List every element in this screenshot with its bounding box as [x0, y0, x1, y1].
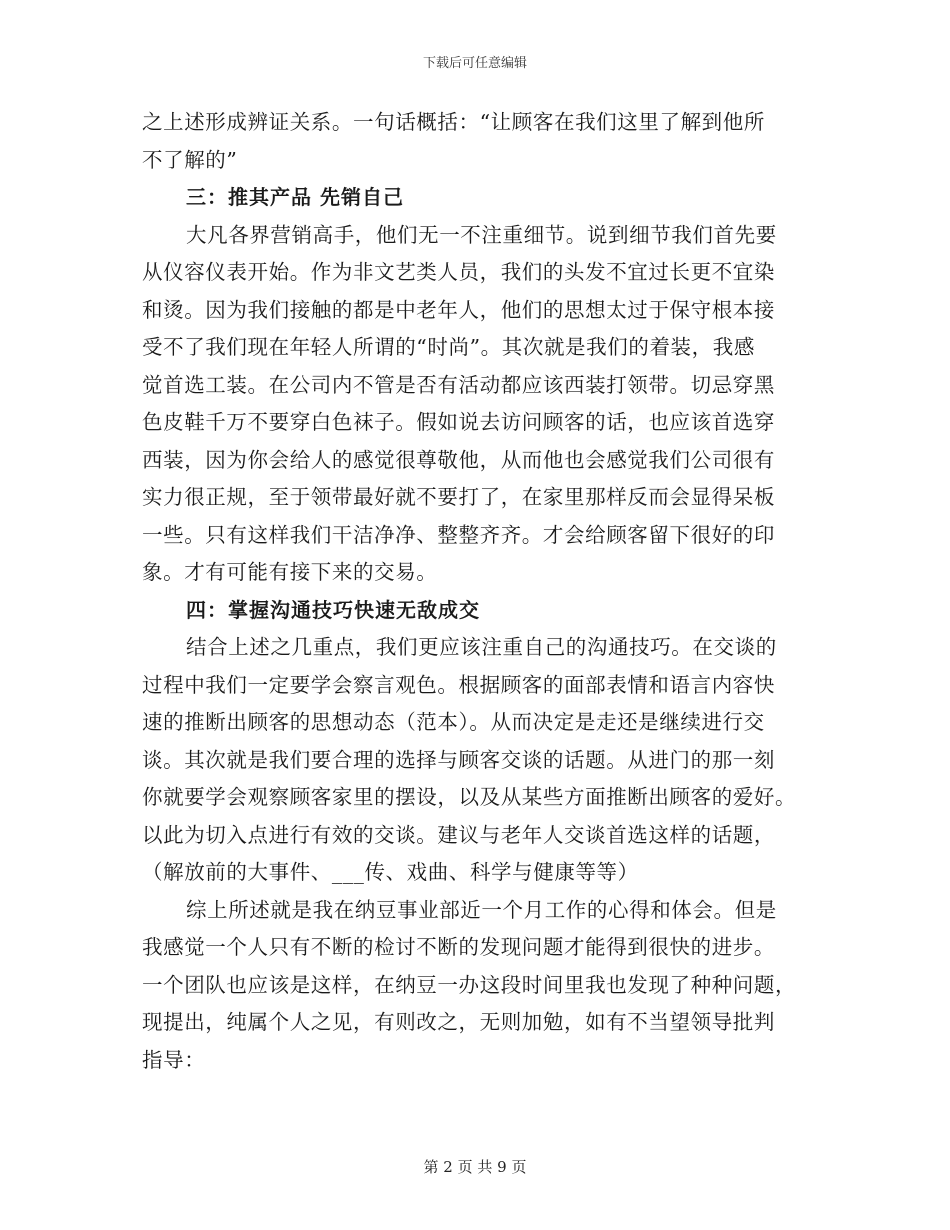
- body-line: 觉首选工装。在公司内不管是否有活动都应该西装打领带。切忌穿黑: [142, 372, 775, 397]
- page-header: 下载后可任意编辑: [422, 56, 527, 71]
- body-line: 过程中我们一定要学会察言观色。根据顾客的面部表情和语言内容快: [142, 672, 775, 697]
- body-line: 色皮鞋千万不要穿白色袜子。假如说去访问顾客的话，也应该首选穿: [142, 410, 775, 434]
- body-line: 象。才有可能有接下来的交易。: [142, 560, 438, 584]
- body-line: 结合上述之几重点，我们更应该注重自己的沟通技巧。在交谈的: [186, 635, 777, 659]
- body-line: 西装，因为你会给人的感觉很尊敬他，从而他也会感觉我们公司很有: [142, 447, 775, 472]
- section-heading-3: 三：推其产品 先销自己: [186, 185, 404, 209]
- body-line: 速的推断出顾客的思想动态（范本）。从而决定是走还是继续进行交: [142, 710, 765, 734]
- body-line: 现提出，纯属个人之见，有则改之，无则加勉，如有不当望领导批判: [142, 1010, 775, 1034]
- body-line: 一些。只有这样我们干洁净净、整整齐齐。才会给顾客留下很好的印: [142, 522, 775, 547]
- body-line: 之上述形成辨证关系。一句话概括：“让顾客在我们这里了解到他所: [142, 110, 765, 134]
- document-body: [142, 104, 818, 1079]
- body-line: 指导：: [142, 1047, 206, 1072]
- body-line: 和烫。因为我们接触的都是中老年人，他们的思想太过于保守根本接: [142, 297, 775, 322]
- body-line: 我感觉一个人只有不断的检讨不断的发现问题才能得到很快的进步。: [142, 935, 775, 959]
- body-line: 综上所述就是我在纳豆事业部近一个月工作的心得和体会。但是: [186, 897, 777, 922]
- body-line: （解放前的大事件、___传、戏曲、科学与健康等等）: [142, 860, 639, 884]
- body-line: 大凡各界营销高手，他们无一不注重细节。说到细节我们首先要: [186, 222, 777, 247]
- body-line: 不了解的”: [142, 147, 238, 172]
- body-line: 实力很正规，至于领带最好就不要打了，在家里那样反而会显得呆板: [142, 485, 775, 509]
- page-footer: 第 2 页 共 9 页: [423, 1158, 527, 1176]
- body-line: 谈。其次就是我们要合理的选择与顾客交谈的话题。从进门的那一刻: [142, 747, 775, 772]
- body-line: 一个团队也应该是这样，在纳豆一办这段时间里我也发现了种种问题，: [142, 972, 797, 997]
- body-line: 从仪容仪表开始。作为非文艺类人员，我们的头发不宜过长更不宜染: [142, 260, 775, 284]
- body-line: 以此为切入点进行有效的交谈。建议与老年人交谈首选这样的话题，: [142, 822, 775, 847]
- body-line: 你就要学会观察顾客家里的摆设，以及从某些方面推断出顾客的爱好。: [142, 785, 797, 809]
- body-line: 受不了我们现在年轻人所谓的“时尚”。其次就是我们的着装，我感: [142, 335, 755, 359]
- section-heading-4: 四：掌握沟通技巧快速无敌成交: [186, 597, 480, 622]
